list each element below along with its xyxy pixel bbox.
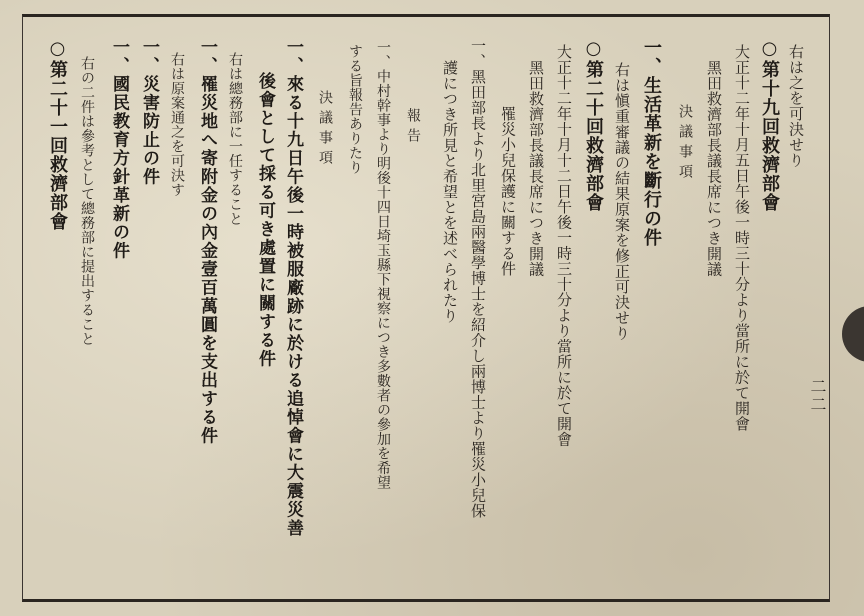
text-col-12: 一、黑田部長より北里宮島兩醫學博士を紹介し兩博士より罹災小兒保 (469, 38, 487, 519)
page-number: 二二 (808, 378, 827, 414)
agenda-item-lifestyle: 一、生活革新を斷行の件 (641, 38, 662, 247)
text-col-25: 右の二件は參考として總務部に提出すること (79, 56, 95, 346)
meeting-heading-19: ○第十九回救濟部會 (759, 38, 780, 212)
text-col-11: 罹災小兒保護に關する件 (499, 106, 517, 277)
text-col-9: 大正十二年十月十二日午後一時三十分より當所に於て開會 (555, 44, 573, 447)
text-col-1: 右は之を可決せり (787, 44, 805, 168)
section-heading-resolutions-2: 決議事項 (317, 90, 333, 170)
text-col-7: 右は愼重審議の結果原案を修正可決せり (613, 62, 631, 341)
text-col-20: 右は總務部に一任すること (227, 52, 243, 226)
agenda-item-education: 一、國民教育方針革新の件 (109, 38, 129, 260)
text-col-10: 黑田救濟部長議長席につき開議 (527, 60, 545, 277)
binding-hole (842, 306, 864, 362)
meeting-heading-20: ○第二十回救濟部會 (583, 38, 604, 212)
text-col-15: 一、中村幹事より明後十四日埼玉縣下視察につき多數者の參加を希望 (375, 40, 391, 490)
text-col-22: 右は原案通之を可決す (169, 52, 185, 197)
agenda-item-memorial: 一、來る十九日午後一時被服廠跡に於ける追悼會に大震災善 (283, 38, 303, 538)
section-heading-resolutions: 決議事項 (677, 104, 693, 184)
agenda-item-memorial-cont: 後會として採る可き處置に關する件 (255, 72, 275, 368)
section-heading-report: 報告 (405, 108, 421, 148)
text-col-3: 大正十二年十月五日午後一時三十分より當所に於て開會 (733, 44, 751, 432)
text-col-4: 黑田救濟部長議長席につき開議 (705, 60, 723, 277)
text-col-13: 護につき所見と希望とを述べられたり (441, 60, 459, 324)
agenda-item-disaster-prevention: 一、災害防止の件 (139, 38, 159, 186)
meeting-heading-21: ○第二十一回救濟部會 (47, 38, 68, 231)
text-col-16: する旨報告ありたり (347, 44, 363, 175)
agenda-item-donation: 一、罹災地へ寄附金の內金壹百萬圓を支出する件 (197, 38, 217, 445)
